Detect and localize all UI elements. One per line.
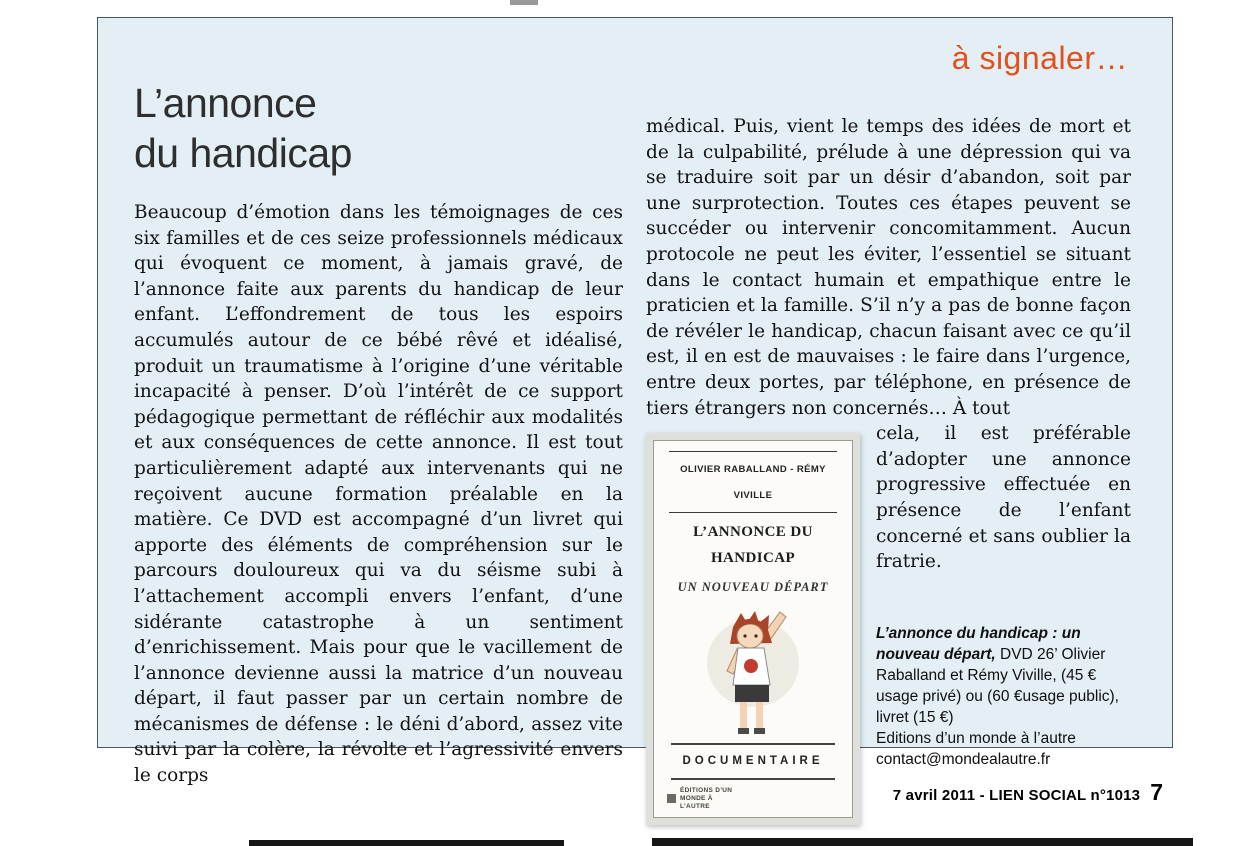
publisher-logo-mark-icon [667,794,676,803]
article-paragraph: Beaucoup d’émotion dans les témoignages de ces six familles et de ces seize professionnels médicaux qui évoquent ce moment, à jamais gravé, de l’annonce faite aux parents du handicap de leur enfant. L’effondrement de tous les espoirs accumulés autour de ce bébé rêvé et idéalisé, produit un traumatisme à l’origine d’une véritable incapacité à penser. D’où l’intérêt de ce support pédagogique permettant de réfléchir aux modalités et aux conséquences de cette annonce. Il est tout particulièrement adapté aux intervenants qui ne reçoivent aucune formation préalable en la matière. Ce DVD est accompagné d’un livret qui apporte des éléments de compréhension sur le parcours douloureux qui va du séisme subi à l’attachement accompli envers l’enfant, d’une sidérante catastrophe à un sentiment d’enrichissement. Mais pour que le vacillement de l’annonce devienne aussi la matrice d’un nouveau départ, il faut passer par un certain nombre de mécanismes de défense : le déni d’abord, assez vite suivi par la colère, la révolte et l’agressivité envers le corps [134,202,623,787]
caption-publisher: Editions d’un monde à l’autre [876,729,1076,747]
caption-details: DVD 26’ Olivier Raballand et Rémy Viville, (45 € usage privé) ou (60 €usage public), livret (15 €) [876,645,1119,726]
scan-artifact [510,0,538,5]
footer-page-number: 7 [1150,779,1163,805]
dvd-authors: OLIVIER RABALLAND - RÉMY VIVILLE [680,464,826,501]
section-label: à signaler… [951,40,1128,76]
page-title [134,78,352,178]
footer-issue-label: 7 avril 2011 - LIEN SOCIAL n°1013 [892,787,1141,804]
divider [669,512,837,513]
dvd-illustration [692,605,814,739]
article-paragraph: médical. Puis, vient le temps des idées de mort et de la culpabilité, prélude à une dépression qui va se traduire soit par un désir d’abandon, soit par une surprotection. Toutes ces étapes peuvent se succéder ou intervenir concomitamment. Aucun protocole ne peut les éviter, l’essentiel se situant dans le contact humain et empathique entre le praticien et la famille. S’il n’y a pas de bonne façon de révéler le handicap, chacun faisant avec ce qu’il est, il en est de mauvaises : le faire dans l’urgence, entre deux portes, par téléphone, en présence de tiers étrangers non concernés… À tout [646,116,1131,419]
scan-artifact [652,838,1193,846]
page-title-line2: du handicap [134,130,352,176]
dvd-title: L’ANNONCE DU HANDICAP [693,524,813,566]
dvd-publisher-logo [661,787,845,811]
article-column-right [646,114,1131,829]
page-title-line1: L’annonce [134,80,317,126]
caption-title: L’annonce du handicap : un nouveau départ, [876,624,1081,663]
dvd-cover-photo [646,433,860,825]
article-paragraph-wrap: cela, il est préférable d’adopter une annonce progressive effectuée en présence de l’enfant concerné et sans oublier la fratrie. [876,423,1131,573]
dvd-cover [653,440,853,818]
article-column-left [134,200,623,789]
page-footer [893,779,1163,806]
dvd-publisher-name: ÉDITIONS D’UN MONDE À L’AUTRE [680,786,733,810]
scan-artifact [249,840,564,846]
divider [669,451,837,452]
dvd-subtitle: UN NOUVEAU DÉPART [677,579,829,594]
dvd-genre-label: DOCUMENTAIRE [671,743,835,780]
caption-contact-email: contact@mondealautre.fr [876,750,1051,768]
